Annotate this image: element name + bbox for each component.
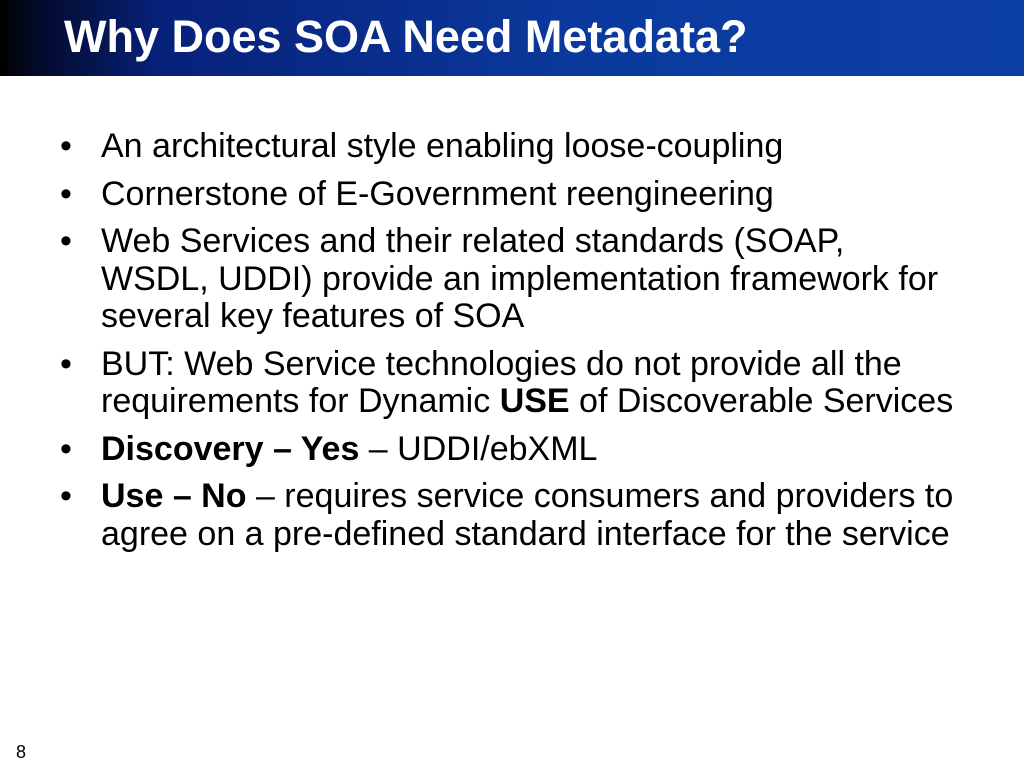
bullet-marker: •: [60, 477, 72, 515]
bullet-item-use: [60, 478, 960, 553]
bullet-text-after: of Discoverable Services: [569, 382, 954, 420]
bullet-text: Web Services and their related standards (SOAP, WSDL, UDDI) provide an implementation framework for several key features of SOA: [101, 222, 939, 335]
bullet-text: Cornerstone of E-Government reengineering: [101, 174, 774, 213]
bullet-bold-text: USE: [499, 382, 570, 420]
bullet-marker: •: [60, 222, 72, 260]
bullet-marker: •: [60, 127, 72, 165]
bullet-item-web-services: [60, 223, 960, 336]
bullet-text-after: – UDDI/ebXML: [359, 429, 598, 468]
bullet-item-but: [60, 346, 960, 421]
bullet-bold-text: Use – No: [101, 477, 247, 515]
page-number: 8: [16, 742, 27, 762]
bullet-text: An architectural style enabling loose-coupling: [101, 127, 784, 165]
slide-title: Why Does SOA Need Metadata?: [64, 11, 748, 62]
bullet-text-before: BUT: Web Service technologies do not provide all the requirements for Dynamic: [101, 344, 902, 420]
title-bar: [0, 0, 1024, 76]
bullet-marker: •: [60, 174, 72, 213]
bullet-item-egovernment: [60, 176, 960, 214]
bullet-list: [60, 128, 960, 563]
bullet-item-discovery: [60, 431, 960, 469]
bullet-item-loose-coupling: [60, 128, 960, 166]
bullet-bold-text: Discovery – Yes: [101, 429, 360, 468]
bullet-marker: •: [60, 429, 72, 468]
bullet-marker: •: [60, 344, 72, 383]
bullet-text-after: – requires service consumers and providers to agree on a pre-defined standard interface for the service: [101, 477, 954, 553]
